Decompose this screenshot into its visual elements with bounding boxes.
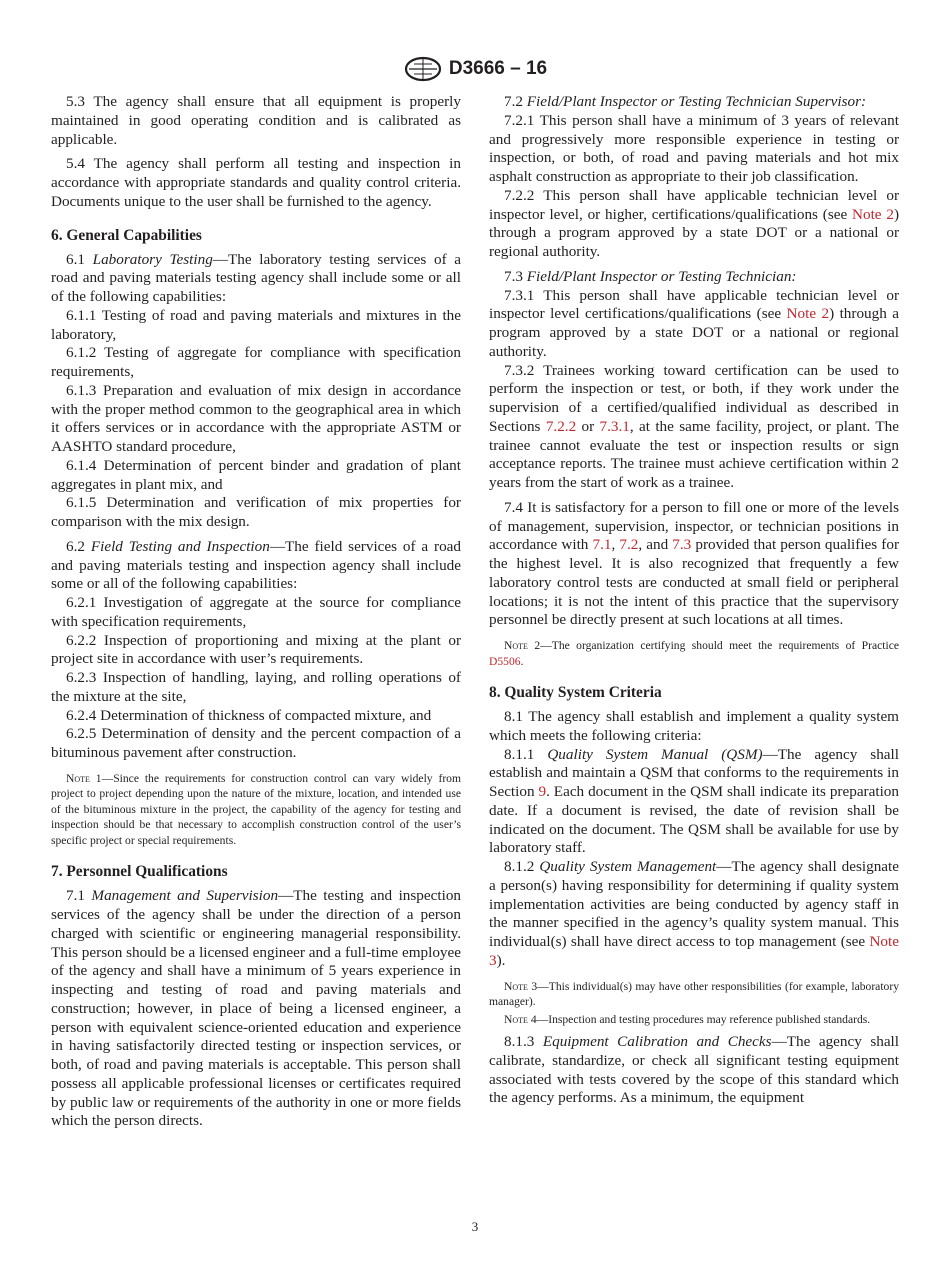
paragraph-7-3-2: 7.3.2 Trainees working toward certification can be used to perform the inspection or test, or both, if they work under the supervision of a certified/qualified individual as described in Sections 7.2.2 or 7.3.1, at the same facility, project, or plant. The trainee cannot evaluate the test or inspection results or sign acceptance reports. The trainee must achieve certification within 2 years from the start of work as a trainee. [489, 361, 900, 491]
link-section-7-1[interactable]: 7.1 [592, 536, 612, 554]
note-2: Note 2—The organization certifying should meet the requirements of Practice D5506. [489, 639, 899, 668]
paragraph-7-3-1: 7.3.1 This person shall have applicable technician level or inspector level certifications/qualifications (see Note 2) through a program approved by a state DOT or a national or regional authority. [489, 286, 900, 360]
page-number: 3 [471, 1219, 479, 1234]
paragraph-7-3: 7.3 Field/Plant Inspector or Testing Technician: [504, 267, 797, 285]
paragraph-8-1-1: 8.1.1 Quality System Manual (QSM)—The agency shall establish and maintain a QSM that conforms to the requirements in Section 9. Each document in the QSM shall indicate its preparation date. If a document is revised, the date of revision shall be indicated on the document. The QSM shall be available for use by laboratory staff. [489, 745, 899, 857]
paragraph-7-4: 7.4 It is satisfactory for a person to fill one or more of the levels of management, supervision, inspector, or technician positions in accordance with 7.1, 7.2, and 7.3 provided that person qualifies for the highest level. It is also recognized that frequently a few laboratory control tests are conducted at small field or peripheral locations; it is not the intent of this practice that the supervisory personnel be directly present at such locations at all times. [489, 498, 899, 629]
paragraph-6-2-4: 6.2.4 Determination of thickness of compacted mixture, and [66, 706, 432, 724]
paragraph-6-2-2: 6.2.2 Inspection of proportioning and mixing at the plant or project site in accordance with user’s requirements. [51, 631, 461, 668]
paragraph-7-2-2: 7.2.2 This person shall have applicable technician level or inspector level, or higher, certifications/qualifications (see Note 2) through a program approved by a state DOT or a national or regional authority. [489, 186, 899, 260]
link-d5506[interactable]: D5506 [489, 654, 521, 668]
paragraph-6-1: 6.1 Laboratory Testing—The laboratory testing services of a road and paving materials testing agency shall include some or all of the following capabilities: [51, 250, 462, 305]
paragraph-6-1-5: 6.1.5 Determination and verification of mix properties for comparison with the mix design. [51, 494, 461, 530]
left-column [51, 93, 461, 1131]
link-note-3[interactable]: Note 3 [489, 933, 899, 969]
paragraph-5-3: 5.3 The agency shall ensure that all equipment is properly maintained in good operating condition and is calibrated as applicable. [51, 93, 461, 148]
note-1: Note 1—Since the requirements for construction control can vary widely from project to project depending upon the nature of the mixture, location, and intended use of the bituminous mixture in the project, the capability of the agency for testing and inspection should be that necessary to accomplish construction control of the user’s specific project or special requirements. [51, 771, 461, 847]
paragraph-6-1-1: 6.1.1 Testing of road and paving materials and mixtures in the laboratory, [51, 306, 461, 343]
paragraph-6-2-1: 6.2.1 Investigation of aggregate at the source for compliance with specification requirements, [51, 594, 461, 630]
astm-logo-icon [403, 56, 443, 82]
link-section-7-3-1[interactable]: 7.3.1 [599, 417, 630, 435]
paragraph-5-4: 5.4 The agency shall perform all testing and inspection in accordance with appropriate standards and quality control criteria. Documents unique to the user shall be furnished to the agency. [51, 155, 461, 210]
paragraph-6-1-4: 6.1.4 Determination of percent binder and gradation of plant aggregates in plant mix, and [51, 456, 461, 493]
right-column [489, 93, 899, 1108]
section-heading-7: 7. Personnel Qualifications [51, 863, 228, 881]
link-section-7-2[interactable]: 7.2 [619, 536, 639, 554]
link-section-7-3[interactable]: 7.3 [672, 536, 692, 554]
paragraph-8-1-3: 8.1.3 Equipment Calibration and Checks—The agency shall calibrate, standardize, or check all significant testing equipment associated with tests covered by the scope of this standard which the agency performs. As a minimum, the equipment [489, 1033, 899, 1107]
paragraph-6-1-2: 6.1.2 Testing of aggregate for compliance with specification requirements, [51, 344, 461, 380]
link-section-7-2-2[interactable]: 7.2.2 [545, 417, 577, 435]
note-4: Note 4—Inspection and testing procedures may reference published standards. [504, 1012, 871, 1026]
paragraph-7-2-1: 7.2.1 This person shall have a minimum of 3 years of relevant and progressively more responsible experience in testing or inspection, or both, of road and paving materials and hot mix asphalt construction as appropriate to their job classification. [489, 111, 899, 185]
link-note-2[interactable]: Note 2 [852, 205, 894, 223]
section-heading-6: 6. General Capabilities [51, 226, 202, 244]
section-heading-8: 8. Quality System Criteria [489, 684, 662, 701]
page-header [0, 54, 950, 84]
paragraph-8-1: 8.1 The agency shall establish and implement a quality system which meets the following criteria: [489, 708, 899, 744]
paragraph-6-2: 6.2 Field Testing and Inspection—The field services of a road and paving materials testing and inspection agency shall include some or all of the following capabilities: [51, 537, 461, 593]
paragraph-7-1: 7.1 Management and Supervision—The testing and inspection services of the agency shall be under the direction of a person charged with scientific or engineering managerial responsibility. This person should be a licensed engineer and a full-time employee of the agency and shall have a minimum of 5 years experience in inspecting and testing of road and paving materials and construction; however, in place of being a licensed engineer, a person with equivalent science-oriented education and experience in having satisfactorily directed testing or inspection services, or both, of road and paving materials is acceptable. This person shall possess all applicable professional licenses or certificates required by public law or requirements of the authority in one or more fields which the person directs. [51, 887, 462, 1130]
note-3: Note 3—This individual(s) may have other responsibilities (for example, laboratory manager). [489, 979, 899, 1008]
paragraph-6-2-5: 6.2.5 Determination of density and the percent compaction of a bituminous pavement after construction. [51, 725, 461, 761]
paragraph-6-2-3: 6.2.3 Inspection of handling, laying, and rolling operations of the mixture at the site, [51, 669, 461, 705]
paragraph-6-1-3: 6.1.3 Preparation and evaluation of mix design in accordance with the proper method common to the geographical area in which it offers services or in accordance with the appropriate ASTM or AASHTO standard procedure, [51, 381, 461, 455]
paragraph-7-2: 7.2 Field/Plant Inspector or Testing Technician Supervisor: [504, 93, 867, 110]
link-section-9[interactable]: 9 [538, 783, 547, 800]
document-id: D3666 – 16 [448, 58, 548, 79]
paragraph-8-1-2: 8.1.2 Quality System Management—The agency shall designate a person(s) having responsibility for determining if quality system implementation activities are being conducted by agency staff in the manner specified in the agency’s quality system manual. This individual(s) shall have direct access to top management (see Note 3). [489, 858, 899, 969]
link-note-2[interactable]: Note 2 [786, 305, 830, 323]
